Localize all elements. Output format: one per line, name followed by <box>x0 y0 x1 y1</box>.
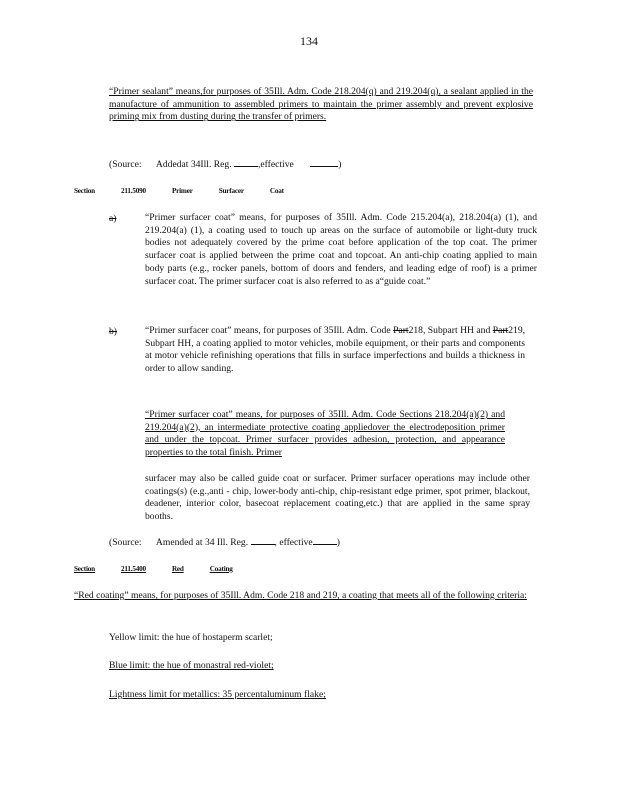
red-coating-definition: “Red coating” means, for purposes of 35Ill. Adm. Code 218 and 219, a coating that meets all of the following criteria: <box>74 590 527 601</box>
item-a-text: “Primer surfacer coat” means, for purposes of 35Ill. Adm. Code 215.204(a), 218.204(a) (1), and 219.204(a) (1), a coating used to touch up areas on the surface of automobile or light-duty truck bodies not adequately covered by the prime coat before application of the top coat. The primer surfacer coat is applied between the prime coat and topcoat. An anti-chip coating applied to main body parts (e.g., rocker panels, bottom of doors and fenders, and leading edge of roof) is a primer surfacer coat. The primer surfacer coat is also referred to as a“guide coat.” <box>145 212 537 287</box>
lightness-limit: Lightness limit for metallics: 35 percentaluminum flake; <box>109 689 326 700</box>
item-b-inserted-definition: “Primer surfacer coat” means, for purposes of 35Ill. Adm. Code Sections 218.204(a)(2) and 219.204(a)(2), an intermediate protective coating appliedover the electrodeposition primer and under the topcoat. Primer surfacer provides adhesion, protection, and appearance properties to the total finish. Primer <box>145 409 505 459</box>
primer-surfacer-source: (Source: Amended at 34 Ill. Reg. , effective ) <box>109 537 340 548</box>
section-heading-5400: Section 211.5400 Red Coating <box>74 565 233 573</box>
item-b-text: “Primer surfacer coat” means, for purposes of 35Ill. Adm. Code Part218, Subpart HH and Part219, Subpart HH, a coating applied to motor vehicles, mobile equipment, or their parts and components at motor vehicle refinishing operations that fills in surface imperfections and builds a thickness in order to allow sanding. <box>145 325 526 375</box>
blue-limit: Blue limit: the hue of monastral red-violet; <box>109 660 274 671</box>
section-heading-5090: Section 211.5090 Primer Surfacer Coat <box>74 187 284 195</box>
yellow-limit: Yellow limit: the hue of hostaperm scarlet; <box>109 632 273 643</box>
item-a-label: a) <box>109 213 117 224</box>
item-b-tail: surfacer may also be called guide coat or surfacer. Primer surfacer operations may include other coatings(s) (e.g.,anti - chip, lower-body anti-chip, chip-resistant edge primer, spot primer, blackout, deadener, interior color, basecoat replacement coating,etc.) that are applied in the same spray booths. <box>145 473 530 523</box>
page-number: 134 <box>300 34 318 48</box>
primer-sealant-source: (Source: Addedat 34Ill. Reg. ,effective ) <box>109 159 342 170</box>
item-b-label: b) <box>109 326 117 337</box>
primer-sealant-definition: “Primer sealant” means,for purposes of 35Ill. Adm. Code 218.204(q) and 219.204(q), a sealant applied in the manufacture of ammunition to assembled primers to maintain the primer assembly and prevent explosive priming mix from dusting during the transfer of primers. <box>109 86 533 123</box>
